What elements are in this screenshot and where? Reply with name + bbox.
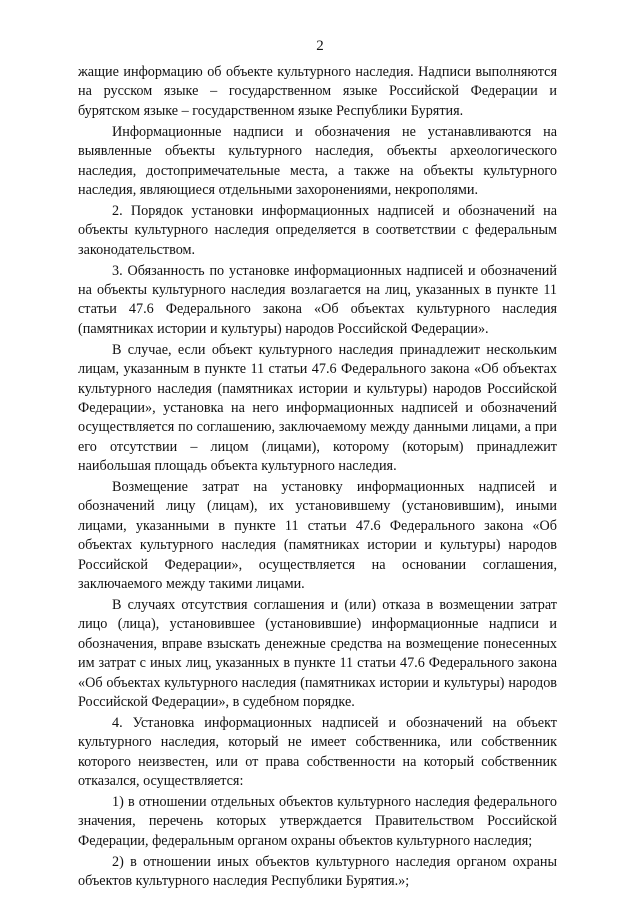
document-body	[78, 63, 557, 893]
paragraph-clause-3: 3. Обязанность по установке информационных надписей и обозначений на объекты культурного наследия возлагается на лиц, указанных в пункте 11 статьи 47.6 Федерального закона «Об объектах культурного наследия (памятниках истории и культуры) народов Российской Федерации».	[78, 262, 557, 337]
paragraph-cost-reimbursement: Возмещение затрат на установку информационных надписей и обозначений лицу (лицам), их установившему (установившим), иными лицами, указанными в пункте 11 статьи 47.6 Федерального закона «Об объектах культурного наследия (памятниках истории и культуры) народов Российской Федерации», осуществляется на основании соглашения, заключаемого между такими лицами.	[78, 479, 557, 593]
paragraph-continuation: жащие информацию об объекте культурного наследия. Надписи выполняются на русском языке – государственном языке Российской Федерации и бурятском языке – государственном языке Республики Бурятия.	[78, 64, 557, 119]
paragraph-item-1: 1) в отношении отдельных объектов культурного наследия федерального значения, перечень которых утверждается Правительством Российской Федерации, федеральным органом охраны объектов культурного наследия;	[78, 794, 557, 849]
page-number: 2	[316, 38, 324, 54]
paragraph-court-recovery: В случаях отсутствия соглашения и (или) отказа в возмещении затрат лицо (лица), установившее (установившие) информационные надписи и обозначения, вправе взыскать денежные средства на возмещение понесенных им затрат с иных лиц, указанных в пункте 11 статьи 47.6 Федерального закона «Об объектах культурного наследия (памятниках истории и культуры) народов Российской Федерации», в судебном порядке.	[78, 596, 557, 710]
paragraph-multiple-owners: В случае, если объект культурного наследия принадлежит нескольким лицам, указанным в пункте 11 статьи 47.6 Федерального закона «Об объектах культурного наследия (памятниках истории и культуры) народов Российской Федерации», установка на него информационных надписей и обозначений осуществляется по соглашению, заключаемому между данными лицами, а при его отсутствии – лицом (лицами), которому (которым) принадлежит наибольшая площадь объекта культурного наследия.	[78, 341, 557, 475]
paragraph-exclusions: Информационные надписи и обозначения не устанавливаются на выявленные объекты культурного наследия, объекты археологического наследия, достопримечательные места, а также на объекты культурного наследия, являющиеся отдельными захоронениями, некрополями.	[78, 123, 557, 198]
paragraph-clause-2: 2. Порядок установки информационных надписей и обозначений на объекты культурного наследия определяется в соответствии с федеральным законодательством.	[78, 202, 557, 258]
paragraph-clause-4: 4. Установка информационных надписей и обозначений на объект культурного наследия, который не имеет собственника, или собственник которого неизвестен, или от права собственности на который собственник отказался, осуществляется:	[78, 714, 557, 790]
paragraph-item-2: 2) в отношении иных объектов культурного наследия органом охраны объектов культурного наследия Республики Бурятия.»;	[78, 853, 557, 890]
